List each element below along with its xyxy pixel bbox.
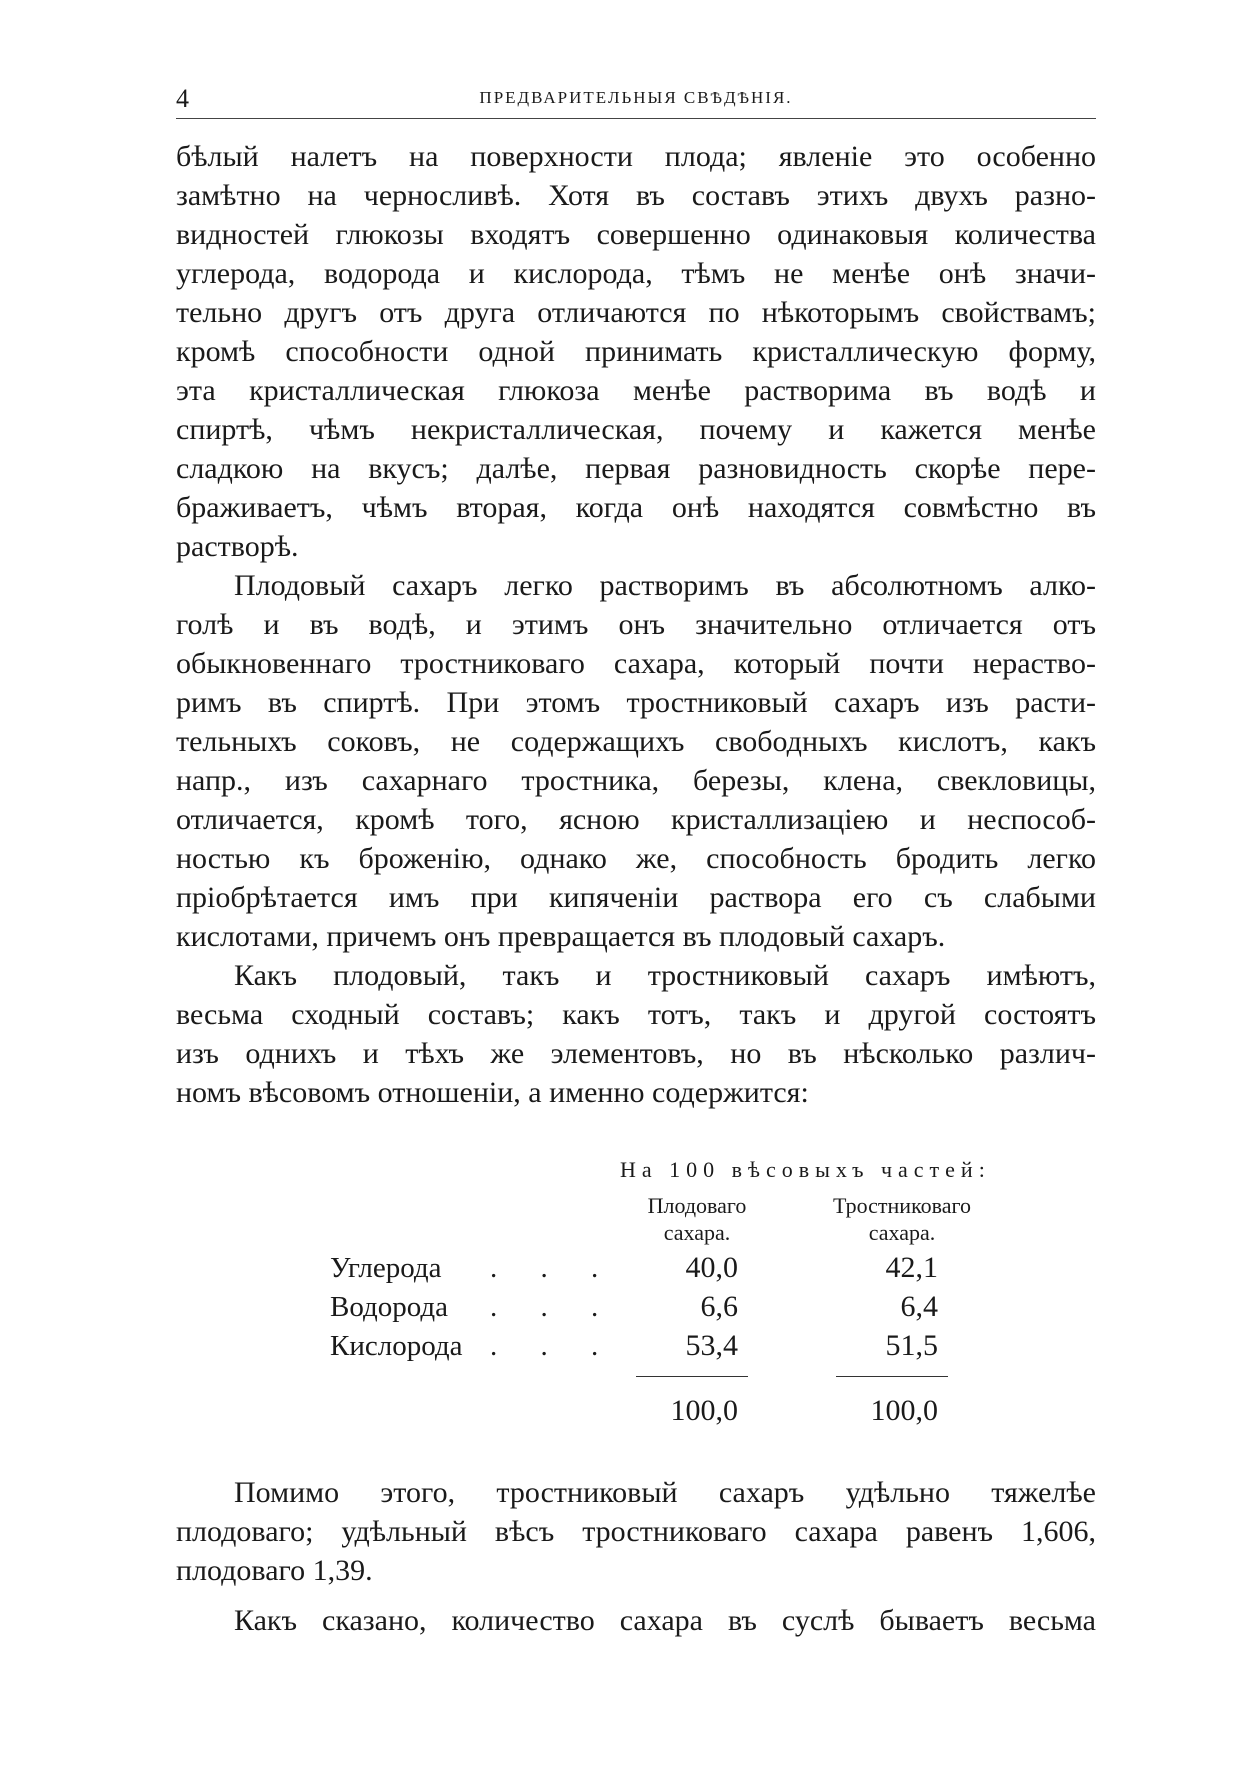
row-label-oxygen: Кислорода xyxy=(330,1330,463,1362)
column-header-cane-sugar xyxy=(812,1192,992,1246)
text-line: весьма сходный составъ; какъ тотъ, такъ и другой состоятъ xyxy=(176,998,1096,1031)
text-line: видностей глюкозы входятъ совершенно одинаковыя количества xyxy=(176,218,1096,251)
paragraph-3 xyxy=(176,956,1096,1112)
column-header-line: сахара. xyxy=(868,1220,936,1245)
text-line: Какъ сказано, количество сахара въ суслѣ бываетъ весьма xyxy=(234,1604,1096,1637)
text-line: Плодовый сахаръ легко растворимъ въ абсолютномъ алко- xyxy=(234,569,1096,602)
text-line: спиртѣ, чѣмъ некристаллическая, почему и кажется менѣе xyxy=(176,413,1096,446)
text-line: номъ вѣсовомъ отношеніи, а именно содержится: xyxy=(176,1076,809,1109)
row-label-carbon: Углерода xyxy=(330,1252,442,1284)
text-line: кислотами, причемъ онъ превращается въ плодовый сахаръ. xyxy=(176,920,946,953)
text-line: углерода, водорода и кислорода, тѣмъ не менѣе онѣ значи- xyxy=(176,257,1096,290)
text-line: кромѣ способности одной принимать кристаллическую форму, xyxy=(176,335,1096,368)
column-header-fruit-sugar xyxy=(622,1192,772,1246)
text-line: изъ однихъ и тѣхъ же элементовъ, но въ нѣсколько различ- xyxy=(176,1037,1096,1070)
header-rule xyxy=(176,118,1096,119)
table-caption: На 100 вѣсовыхъ частей: xyxy=(620,1157,991,1182)
text-line: римъ въ спиртѣ. При этомъ тростниковый сахаръ изъ расти- xyxy=(176,686,1096,719)
text-line: отличается, кромѣ того, ясною кристаллизаціею и неспособ- xyxy=(176,803,1096,836)
value-fruit-carbon: 40,0 xyxy=(685,1251,738,1284)
text-line: сладкою на вкусъ; далѣе, первая разновидность скорѣе пере- xyxy=(176,452,1096,485)
value-cane-oxygen: 51,5 xyxy=(885,1329,938,1362)
paragraph-5 xyxy=(176,1601,1096,1640)
page-header xyxy=(176,84,1096,118)
text-line: плодоваго; удѣльный вѣсъ тростниковаго сахара равенъ 1,606, xyxy=(176,1515,1096,1548)
row-leader-dots: . . . xyxy=(490,1291,617,1323)
text-line: браживаетъ, чѣмъ вторая, когда онѣ находятся совмѣстно въ xyxy=(176,491,1096,524)
column-header-line: Тростниковаго xyxy=(833,1193,971,1218)
value-cane-hydrogen: 6,4 xyxy=(900,1290,938,1323)
column-header-line: Плодоваго xyxy=(647,1193,747,1218)
row-leader-dots: . . . xyxy=(490,1330,617,1362)
column-header-line: сахара. xyxy=(663,1220,731,1245)
text-line: тельныхъ соковъ, не содержащихъ свободныхъ кислотъ, какъ xyxy=(176,725,1096,758)
text-line: обыкновеннаго тростниковаго сахара, который почти нераство- xyxy=(176,647,1096,680)
paragraph-2 xyxy=(176,566,1096,956)
text-line: тельно другъ отъ друга отличаются по нѣкоторымъ свойствамъ; xyxy=(176,296,1096,329)
text-line: пріобрѣтается имъ при кипяченіи раствора его съ слабыми xyxy=(176,881,1096,914)
row-label-hydrogen: Водорода xyxy=(330,1291,449,1323)
text-line: замѣтно на черносливѣ. Хотя въ составъ этихъ двухъ разно- xyxy=(176,179,1096,212)
sum-rule-fruit xyxy=(636,1376,748,1377)
text-line: ностью къ броженію, однако же, способность бродить легко xyxy=(176,842,1096,875)
value-cane-carbon: 42,1 xyxy=(885,1251,938,1284)
text-line: бѣлый налетъ на поверхности плода; явленіе это особенно xyxy=(176,140,1096,173)
page-number: 4 xyxy=(176,84,189,113)
value-fruit-oxygen: 53,4 xyxy=(685,1329,738,1362)
total-cane: 100,0 xyxy=(870,1394,938,1427)
text-line: Помимо этого, тростниковый сахаръ удѣльно тяжелѣе xyxy=(234,1476,1096,1509)
row-leader-dots: . . . xyxy=(490,1252,617,1284)
text-line: эта кристаллическая глюкоза менѣе растворима въ водѣ и xyxy=(176,374,1096,407)
paragraph-4 xyxy=(176,1473,1096,1590)
text-line: растворѣ. xyxy=(176,530,299,563)
sum-rule-cane xyxy=(836,1376,948,1377)
value-fruit-hydrogen: 6,6 xyxy=(700,1290,738,1323)
text-line: Какъ плодовый, такъ и тростниковый сахаръ имѣютъ, xyxy=(234,959,1096,992)
paragraph-1 xyxy=(176,137,1096,566)
text-line: напр., изъ сахарнаго тростника, березы, клена, свекловицы, xyxy=(176,764,1096,797)
total-fruit: 100,0 xyxy=(670,1394,738,1427)
text-line: плодоваго 1,39. xyxy=(176,1554,373,1587)
text-line: голѣ и въ водѣ, и этимъ онъ значительно отличается отъ xyxy=(176,608,1096,641)
running-title: ПРЕДВАРИТЕЛЬНЫЯ СВѢДѢНІЯ. xyxy=(479,88,793,107)
